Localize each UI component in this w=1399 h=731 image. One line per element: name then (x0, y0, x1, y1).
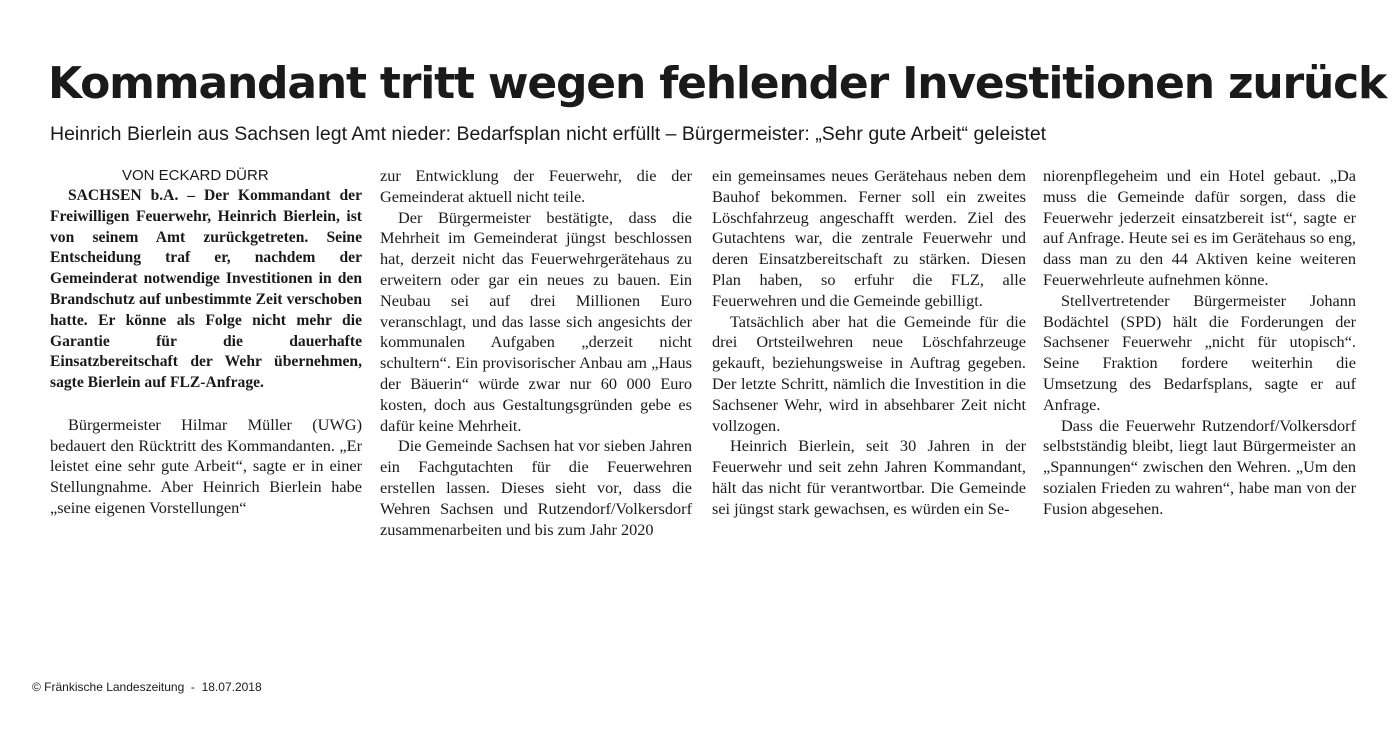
paragraph: Die Gemeinde Sachsen hat vor sieben Jahren ein Fachgutachten für die Feuerwehren erstellen lassen. Dieses sieht vor, dass die Wehren Sachsen und Rutzendorf/Volkersdorf zusammenarbeiten und bis zum Jahr 2020 (380, 436, 692, 539)
paragraph: Bürgermeister Hilmar Müller (UWG) bedauert den Rücktritt des Kommandanten. „Er leistet eine sehr gute Arbeit“, sagte er in einer Stellungnahme. Aber Heinrich Bierlein habe „seine eigenen Vorstellungen“ (50, 414, 362, 517)
lead-paragraph: SACHSEN b.A. – Der Kommandant der Freiwilligen Feuerwehr, Heinrich Bierlein, ist von seinem Amt zurückgetreten. Seine Entscheidung traf er, nachdem der Gemeinderat notwendige Investitionen in den Brandschutz auf unbestimmte Zeit verschoben hatte. Er könne als Folge nicht mehr die Garantie für die dauerhafte Einsatzbereitschaft der Wehr übernehmen, sagte Bierlein auf FLZ-Anfrage. (50, 187, 362, 392)
paragraph: Stellvertretender Bürgermeister Johann Bodächtel (SPD) hält die Forderungen der Sachsener Feuerwehr „nicht für utopisch“. Seine Fraktion fordere weiterhin die Umsetzung des Bedarfsplans, sagte er auf Anfrage. (1043, 290, 1356, 414)
source-credit: © Fränkische Landeszeitung - 18.07.2018 (32, 680, 262, 694)
paragraph-continued: zur Entwicklung der Feuerwehr, die der Gemeinderat aktuell nicht teile. (380, 166, 692, 206)
headline: Kommandant tritt wegen fehlender Investitionen zurück (48, 58, 1387, 109)
byline: VON ECKARD DÜRR (122, 167, 269, 184)
paragraph: Dass die Feuerwehr Rutzendorf/Volkersdorf selbstständig bleibt, liegt laut Bürgermeister an „Spannungen“ zwischen den Wehren. „Um den sozialen Frieden zu wahren“, habe man von der Fusion abgesehen. (1043, 415, 1356, 518)
paragraph: Der Bürgermeister bestätigte, dass die Mehrheit im Gemeinderat jüngst beschlossen hat, derzeit nicht das Feuerwehrgerätehaus zu erweitern oder gar ein neues zu bauen. Ein Neubau sei auf drei Millionen Euro veranschlagt, und das lasse sich angesichts der kommunalen Aufgaben „derzeit nicht schultern“. Ein provisorischer Anbau am „Haus der Bäuerin“ würde zwar nur 60 000 Euro kosten, doch aus Gestaltungsgründen gebe es dafür keine Mehrheit. (380, 207, 692, 435)
paragraph-continued: niorenpflegeheim und ein Hotel gebaut. „Da muss die Gemeinde dafür sorgen, dass die Feuerwehr jederzeit einsatzbereit ist“, sagte er auf Anfrage. Heute sei es im Gerätehaus so eng, dass man zu den 44 Aktiven keine weiteren Feuerwehrleute aufnehmen könne. (1043, 166, 1356, 289)
paragraph: Tatsächlich aber hat die Gemeinde für die drei Ortsteilwehren neue Löschfahrzeuge gekauft, beziehungsweise in Auftrag gegeben. Der letzte Schritt, nämlich die Investition in die Sachsener Wehr, wird in absehbarer Zeit nicht vollzogen. (712, 311, 1026, 435)
paragraph-continued: ein gemeinsames neues Gerätehaus neben dem Bauhof bekommen. Ferner soll ein zweites Löschfahrzeug angeschafft werden. Ziel des Gutachtens war, die zentrale Feuerwehr und deren Einsatzbereitschaft zu stärken. Diesen Plan haben, so erfuhr die FLZ, alle Feuerwehren und die Gemeinde gebilligt. (712, 166, 1026, 310)
article-column-4 (1043, 166, 1356, 520)
article-column-2 (380, 166, 692, 540)
article-column-1 (50, 166, 362, 519)
subheadline: Heinrich Bierlein aus Sachsen legt Amt nieder: Bedarfsplan nicht erfüllt – Bürgermeister: „Sehr gute Arbeit“ geleistet (50, 123, 1047, 145)
article-column-3 (712, 166, 1026, 520)
paragraph: Heinrich Bierlein, seit 30 Jahren in der Feuerwehr und seit zehn Jahren Kommandant, hält das nicht für verantwortbar. Die Gemeinde sei jüngst stark gewachsen, es würden ein Se- (712, 436, 1026, 518)
